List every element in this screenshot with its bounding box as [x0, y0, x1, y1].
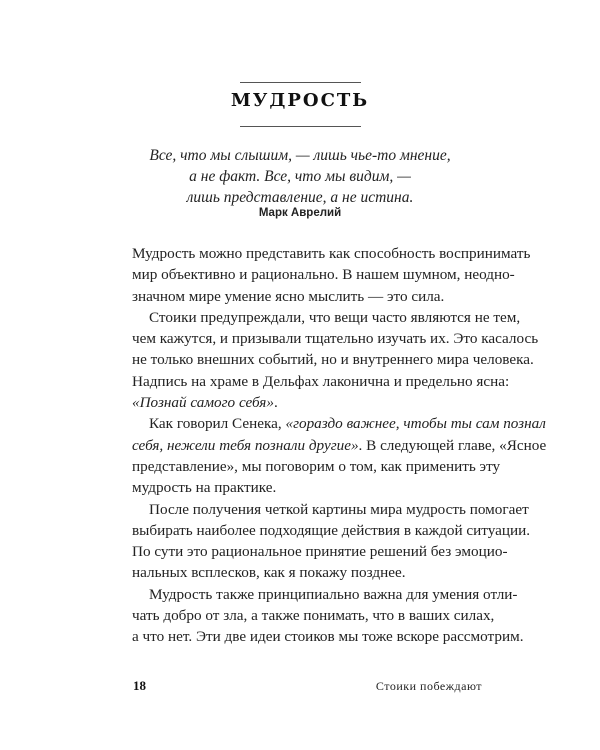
running-title: Стоики побеждают [375, 679, 482, 693]
text-line: представление», мы поговорим о том, как применить эту [132, 457, 501, 475]
chapter-title: МУДРОСТЬ [230, 90, 370, 111]
page-number: 18 [133, 678, 146, 693]
text-line [132, 435, 547, 456]
text-line [132, 392, 482, 413]
text-line: Стоики предупреждали, что вещи часто являются не тем, [149, 308, 521, 326]
text-line [132, 413, 546, 434]
text-line: а что нет. Эти две идеи стоиков мы тоже вскоре рассмотрим. [132, 628, 524, 646]
title-top-rule [240, 82, 361, 83]
text-line: не только внешних событий, но и внутреннего мира человека. [132, 351, 534, 369]
epigraph-line: а не факт. Все, что мы видим, — [189, 168, 411, 185]
punctuation: . [273, 394, 278, 412]
title-bottom-rule [240, 126, 361, 127]
body-text [132, 243, 547, 648]
text-line: Мудрость можно представить как способность воспринимать [132, 245, 531, 262]
text-run: Как говорил Сенека, [149, 415, 286, 433]
text-line: выбирать наиболее подходящие действия в каждой ситуации. [132, 521, 531, 539]
text-line: После получения четкой картины мира мудрость помогает [149, 500, 529, 518]
text-line: По сути это рациональное принятие решений без эмоцио- [132, 543, 508, 561]
epigraph-author: Марк Аврелий [258, 207, 342, 219]
epigraph-line: Все, что мы слышим, — лишь чье-то мнение, [149, 147, 451, 164]
text-line: нальных всплесков, как я покажу позднее. [132, 564, 406, 582]
text-line: мир объективно и рационально. В нашем шумном, неодно- [132, 266, 515, 284]
text-line: Мудрость также принципиально важна для умения отли- [149, 585, 518, 603]
quote-text: «гораздо важнее, чтобы ты сам познал [285, 415, 546, 433]
quote-text: себя, нежели тебя познали другие» [132, 436, 359, 454]
epigraph [120, 145, 480, 208]
text-line: чем кажутся, и призывали тщательно изучать их. Это касалось [132, 330, 539, 348]
text-line: чать добро от зла, а также понимать, что в ваших силах, [132, 607, 495, 625]
text-line: мудрость на практике. [132, 479, 277, 497]
text-line: Надпись на храме в Дельфах лаконична и предельно ясна: [132, 372, 510, 390]
text-line: значном мире умение ясно мыслить — это сила. [132, 287, 445, 305]
epigraph-line: лишь представление, а не истина. [186, 189, 414, 206]
quote-text: «Познай самого себя» [132, 394, 274, 412]
text-run: . В следующей главе, «Ясное [358, 436, 547, 454]
